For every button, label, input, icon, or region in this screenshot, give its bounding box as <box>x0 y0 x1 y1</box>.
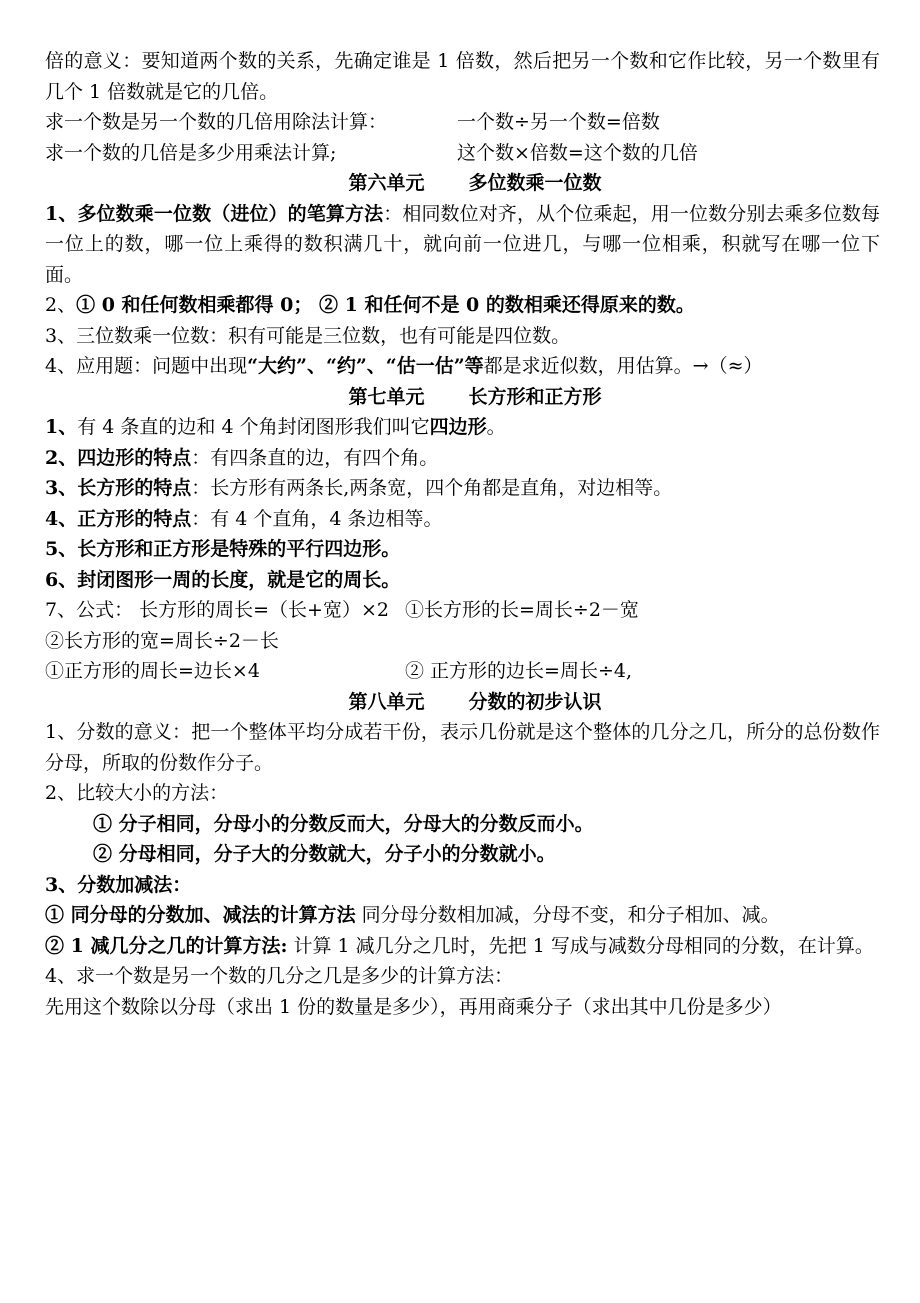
square-formulas <box>45 656 880 687</box>
unit8-heading-title: 分数的初步认识 <box>468 690 602 713</box>
unit7-heading-title: 长方形和正方形 <box>468 385 602 408</box>
unit8-item-3-rule-2 <box>45 931 880 962</box>
unit8-item-4: 4、求一个数是另一个数的几分之几是多少的计算方法： <box>45 965 514 987</box>
unit8-rule-2-text: 计算 1 减几分之几时，先把 1 写成与减数分母相同的分数，在计算。 <box>287 934 874 957</box>
unit6-item-2 <box>45 290 880 321</box>
unit8-heading <box>45 687 880 718</box>
rectangle-width-formula: ②长方形的宽=周长÷2－长 <box>45 629 279 652</box>
unit7-item-2-label: 2、四边形的特点 <box>45 446 192 469</box>
unit7-item-3-text: ：长方形有两条长,两条宽，四个角都是直角，对边相等。 <box>191 477 673 499</box>
unit6-item-4 <box>45 351 880 382</box>
division-rule-formula: 一个数÷另一个数=倍数 <box>457 111 660 133</box>
unit8-rule-1-prefix: ① 同 <box>45 904 90 926</box>
unit6-heading-number: 第六单元 <box>348 172 425 194</box>
unit8-rule-1-label: 分母的分数加、减法的计算方法 <box>89 904 356 926</box>
unit6-item-1 <box>45 199 880 291</box>
unit7-item-1 <box>45 412 880 443</box>
square-perimeter-formula: ①正方形的周长=边长×4 <box>45 660 260 682</box>
unit8-heading-number: 第八单元 <box>348 690 425 713</box>
unit6-item-1-text: ：相同数位对齐，从个位乘起，用一位数分别去乘多位数每一位上的数，哪一位上乘得的数积满几十，就向前一位进几，与哪一位相乘，积就写在哪一位下面。 <box>45 202 880 286</box>
document-body <box>45 46 880 1022</box>
unit8-item-2-rule-1: ① 分子相同，分母小的分数反而大，分母大的分数反而小。 <box>93 812 594 835</box>
unit7-item-3 <box>45 473 880 504</box>
unit7-item-4-text: ：有 4 个直角，4 条边相等。 <box>191 507 443 530</box>
multiplication-rule-label: 求一个数的几倍是多少用乘法计算; <box>45 141 337 164</box>
unit6-item-1-label: 1、多位数乘一位数（进位）的笔算方法 <box>45 202 384 225</box>
rectangle-perimeter-formula: 7、公式： 长方形的周长=（长+宽）×2 <box>45 599 389 621</box>
unit6-item-3: 3、三位数乘一位数：积有可能是三位数，也有可能是四位数。 <box>45 324 571 347</box>
unit8-item-3: 3、分数加减法： <box>45 873 192 896</box>
unit7-item-1-end: 。 <box>486 416 506 438</box>
unit7-item-1-number: 1、 <box>45 416 78 438</box>
unit8-rule-2-label: ② 1 减几分之几的计算方法: <box>45 934 288 957</box>
unit6-item-2-prefix: 2、 <box>45 294 77 316</box>
unit7-item-6: 6、封闭图形一周的长度，就是它的周长。 <box>45 568 401 591</box>
unit6-heading-title: 多位数乘一位数 <box>468 172 602 194</box>
square-side-formula: ② 正方形的边长=周长÷4, <box>405 660 633 682</box>
division-rule-label: 求一个数是另一个数的几倍用除法计算： <box>45 111 388 133</box>
unit7-item-2 <box>45 443 880 474</box>
multiplication-rule-line <box>45 138 880 169</box>
unit7-item-5: 5、长方形和正方形是特殊的平行四边形。 <box>45 538 401 560</box>
unit7-item-4-label: 4、正方形的特点 <box>45 507 192 530</box>
multiple-meaning-paragraph: 倍的意义：要知道两个数的关系，先确定谁是 1 倍数，然后把另一个数和它作比较，另一个数里有几个 1 倍数就是它的几倍。 <box>45 50 880 103</box>
unit6-item-2-text: ① 0 和任何数相乘都得 0； ② 1 和任何不是 0 的数相乘还得原来的数。 <box>76 294 695 316</box>
unit8-item-2: 2、比较大小的方法： <box>45 782 229 804</box>
rectangle-length-formula: ①长方形的长=周长÷2－宽 <box>405 599 639 621</box>
unit6-item-4-a: 4、应用题：问题中出现 <box>45 355 248 377</box>
unit6-item-4-keywords: “大约”、“约”、“估一估”等 <box>247 355 484 377</box>
multiplication-rule-formula: 这个数×倍数=这个数的几倍 <box>457 141 698 164</box>
unit8-item-4-method: 先用这个数除以分母（求出 1 份的数量是多少），再用商乘分子（求出其中几份是多少） <box>45 995 782 1018</box>
unit6-item-4-c: 都是求近似数，用估算。→（≈） <box>483 355 763 377</box>
unit7-heading <box>45 382 880 413</box>
unit8-item-2-rule-2: ② 分母相同，分子大的分数就大，分子小的分数就小。 <box>93 843 556 865</box>
unit7-heading-number: 第七单元 <box>348 385 425 408</box>
division-rule-line <box>45 107 880 138</box>
unit7-item-3-label: 3、长方形的特点 <box>45 477 192 499</box>
unit8-rule-1-text: 同分母分数相加减，分母不变，和分子相加、减。 <box>355 904 780 926</box>
unit8-item-3-rule-1 <box>45 900 880 931</box>
unit7-item-4 <box>45 504 880 535</box>
unit8-item-1: 1、分数的意义：把一个整体平均分成若干份，表示几份就是这个整体的几分之几，所分的总份数作分母，所取的份数作分子。 <box>45 721 880 774</box>
unit7-item-7 <box>45 595 880 626</box>
unit6-heading <box>45 168 880 199</box>
unit7-item-1-text: 有 4 条直的边和 4 个角封闭图形我们叫它 <box>77 416 430 438</box>
unit7-item-1-term: 四边形 <box>429 416 487 438</box>
unit7-item-2-text: ：有四条直的边，有四个角。 <box>191 446 439 469</box>
